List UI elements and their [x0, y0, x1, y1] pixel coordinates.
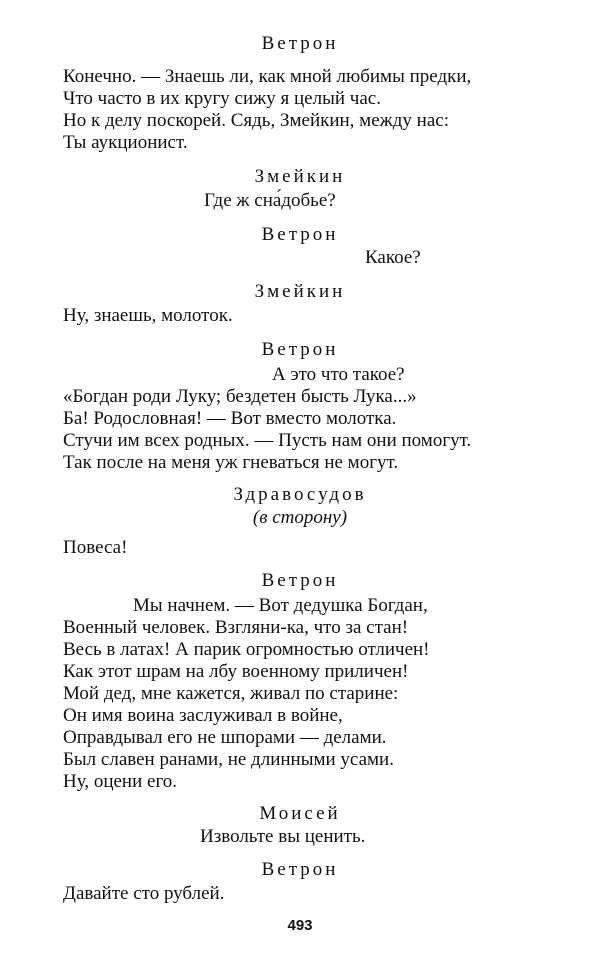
speaker-name: Ветрон: [261, 224, 339, 245]
verse-line: Военный человек. Взгляни-ка, что за стан!: [63, 617, 409, 638]
speaker-name: Моисей: [259, 803, 341, 824]
verse-line: Ты аукционист.: [63, 132, 188, 153]
verse-line: Как этот шрам на лбу военному приличен!: [63, 661, 409, 682]
speaker-name: Ветрон: [261, 570, 339, 591]
speaker-name: Змейкин: [254, 281, 346, 302]
verse-line: Оправдывал его не шпорами — делами.: [63, 727, 387, 748]
verse-line: Ба! Родословная! — Вот вместо молотка.: [63, 408, 397, 429]
verse-line: Мы начнем. — Вот дедушка Богдан,: [133, 595, 428, 616]
verse-line: Давайте сто рублей.: [63, 883, 225, 904]
verse-line: Повеса!: [63, 537, 128, 558]
verse-line: Мой дед, мне кажется, живал по старине:: [63, 683, 399, 704]
verse-line: Был славен ранами, не длинными усами.: [63, 749, 394, 770]
verse-line: Весь в латах! А парик огромностью отличен!: [63, 639, 430, 660]
verse-line: Извольте вы ценить.: [200, 826, 366, 847]
stage-direction: (в сторону): [252, 507, 348, 528]
verse-line: Где ж сна́добье?: [204, 190, 336, 211]
verse-line: Что часто в их кругу сижу я целый час.: [63, 88, 381, 109]
speaker-name: Ветрон: [261, 33, 339, 54]
verse-line: «Богдан роди Луку; бездетен бысть Лука...»: [63, 386, 417, 407]
speaker-name: Ветрон: [261, 339, 339, 360]
verse-line: Какое?: [365, 247, 421, 268]
verse-line: Но к делу поскорей. Сядь, Змейкин, между нас:: [63, 110, 449, 131]
speaker-name: Здравосудов: [233, 484, 367, 505]
page-number: 493: [287, 917, 313, 934]
verse-line: Так после на меня уж гневаться не могут.: [63, 452, 399, 473]
verse-line: Конечно. — Знаешь ли, как мной любимы предки,: [63, 66, 472, 87]
verse-line: Ну, оцени его.: [63, 771, 178, 792]
verse-line: Он имя воина заслуживал в войне,: [63, 705, 343, 726]
speaker-name: Змейкин: [254, 166, 346, 187]
speaker-name: Ветрон: [261, 859, 339, 880]
verse-line: Стучи им всех родных. — Пусть нам они помогут.: [63, 430, 472, 451]
verse-line: А это что такое?: [272, 364, 405, 385]
verse-line: Ну, знаешь, молоток.: [63, 305, 233, 326]
